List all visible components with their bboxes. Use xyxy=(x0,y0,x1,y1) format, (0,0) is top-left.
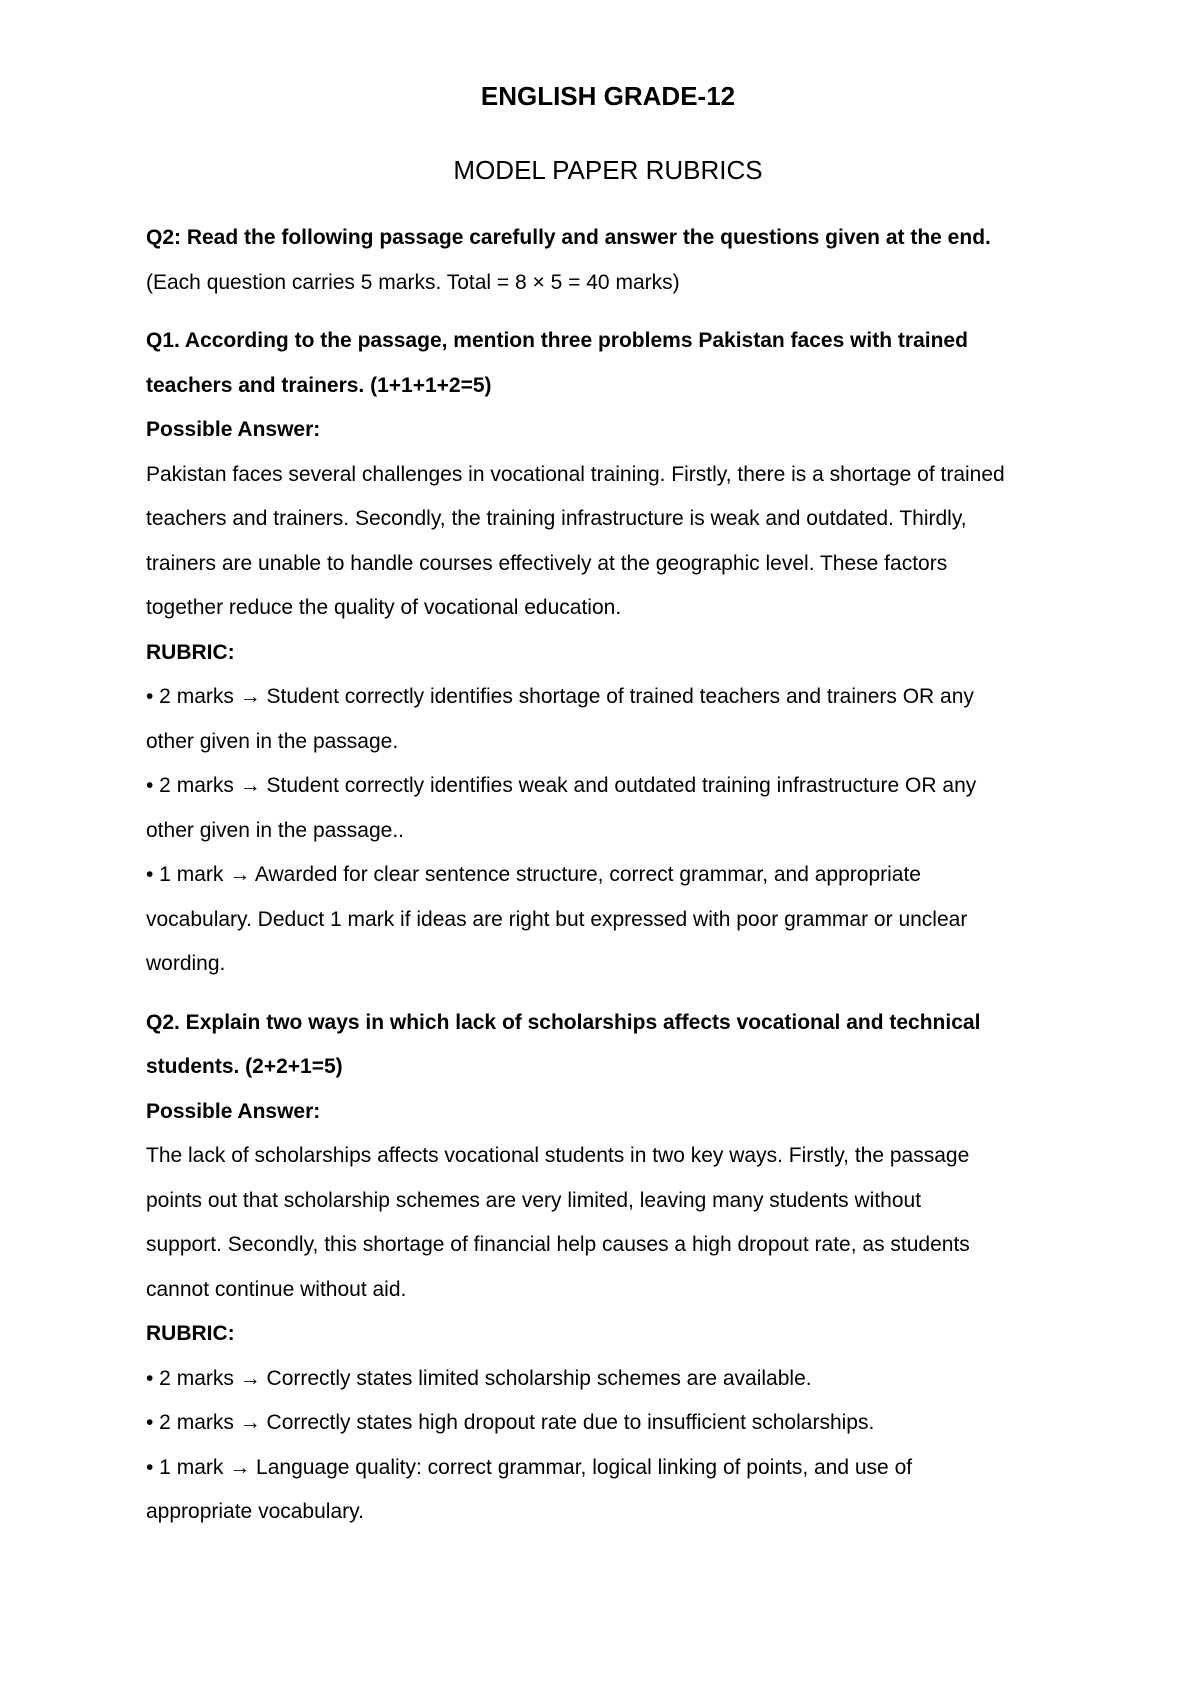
rubric-line: other given in the passage. xyxy=(146,729,399,753)
rubric-line: • 2 marks → Correctly states limited scholarship schemes are available. xyxy=(146,1366,812,1390)
question-line: teachers and trainers. (1+1+1+2=5) xyxy=(146,373,492,397)
answer-line: cannot continue without aid. xyxy=(146,1277,407,1301)
rubric-line: vocabulary. Deduct 1 mark if ideas are right but expressed with poor grammar or unclear xyxy=(146,907,968,931)
answer-label: Possible Answer: xyxy=(146,418,321,441)
question-line: students. (2+2+1=5) xyxy=(146,1055,343,1078)
document-title: ENGLISH GRADE-12 xyxy=(480,81,736,111)
question-block-1 xyxy=(146,319,1070,987)
answer-label: Possible Answer: xyxy=(146,1099,321,1123)
rubric-label: RUBRIC: xyxy=(146,1322,235,1345)
question-line: Q2. Explain two ways in which lack of scholarships affects vocational and technical xyxy=(146,1010,981,1034)
marks-note: (Each question carries 5 marks. Total = 8 × 5 = 40 marks) xyxy=(146,270,680,294)
rubric-line: wording. xyxy=(146,952,226,975)
answer-line: Pakistan faces several challenges in vocational training. Firstly, there is a shortage of trained xyxy=(146,462,1005,486)
rubric-line: • 2 marks → Student correctly identifies weak and outdated training infrastructure OR any xyxy=(146,774,977,797)
instruction-text: Q2: Read the following passage carefully and answer the questions given at the end. xyxy=(146,226,991,249)
question-line: Q1. According to the passage, mention three problems Pakistan faces with trained xyxy=(146,329,968,352)
rubric-line: • 1 mark → Language quality: correct grammar, logical linking of points, and use of xyxy=(146,1455,913,1479)
answer-line: teachers and trainers. Secondly, the training infrastructure is weak and outdated. Thirdly, xyxy=(146,507,967,530)
rubric-line: • 2 marks → Student correctly identifies shortage of trained teachers and trainers OR any xyxy=(146,685,974,708)
answer-line: together reduce the quality of vocational education. xyxy=(146,596,622,619)
answer-line: points out that scholarship schemes are very limited, leaving many students without xyxy=(146,1188,922,1212)
rubric-line: other given in the passage.. xyxy=(146,818,405,842)
rubric-label: RUBRIC: xyxy=(146,640,235,664)
answer-line: The lack of scholarships affects vocational students in two key ways. Firstly, the passage xyxy=(146,1144,970,1167)
answer-line: trainers are unable to handle courses effectively at the geographic level. These factors xyxy=(146,551,948,575)
question-block-2 xyxy=(146,1001,1070,1535)
rubric-line: appropriate vocabulary. xyxy=(146,1500,364,1523)
document-subtitle: MODEL PAPER RUBRICS xyxy=(453,155,763,185)
rubric-line: • 2 marks → Correctly states high dropout rate due to insufficient scholarships. xyxy=(146,1411,875,1434)
answer-line: support. Secondly, this shortage of financial help causes a high dropout rate, as students xyxy=(146,1233,970,1256)
rubric-line: • 1 mark → Awarded for clear sentence structure, correct grammar, and appropriate xyxy=(146,863,921,886)
